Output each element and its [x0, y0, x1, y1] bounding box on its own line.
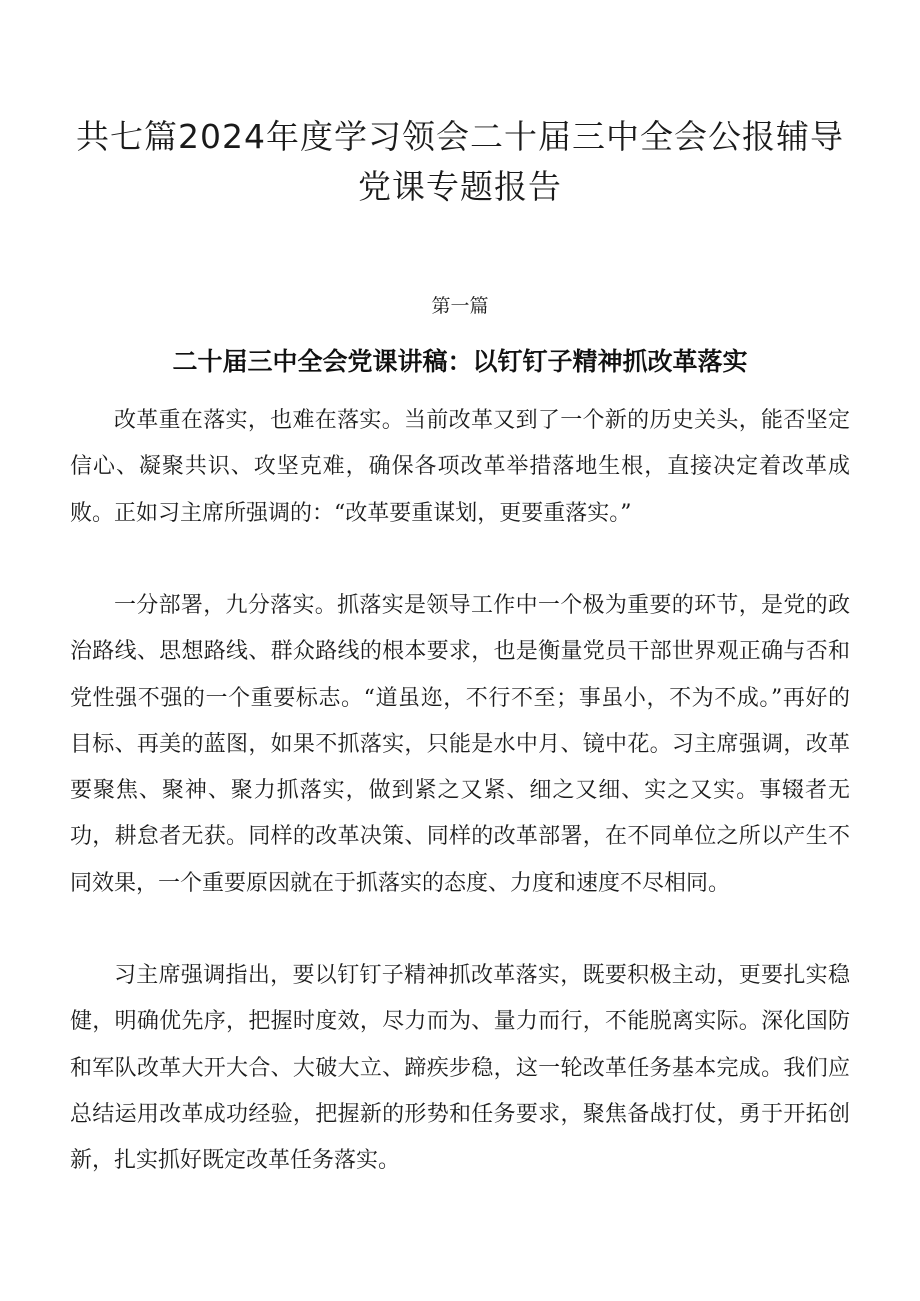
body-paragraph-3: 习主席强调指出，要以钉钉子精神抓改革落实，既要积极主动，更要扎实稳健，明确优先序，把握时度效，尽力而为、量力而行，不能脱离实际。深化国防和军队改革大开大合、大破大立、蹄疾步稳，这一轮改革任务基本完成。我们应总结运用改革成功经验，把握新的形势和任务要求，聚焦备战打仗，勇于开拓创新，扎实抓好既定改革任务落实。 — [70, 963, 850, 1174]
body-paragraph-1: 改革重在落实，也难在落实。当前改革又到了一个新的历史关头，能否坚定信心、凝聚共识、攻坚克难，确保各项改革举措落地生根，直接决定着改革成败。正如习主席所强调的：“改革要重谋划，更要重落实。” — [70, 408, 850, 526]
document-title: 共七篇2024年度学习领会二十届三中全会公报辅导党课专题报告 — [76, 117, 844, 206]
section-label: 第一篇 — [431, 295, 489, 317]
section-heading: 二十届三中全会党课讲稿：以钉钉子精神抓改革落实 — [172, 347, 748, 376]
body-paragraph-2: 一分部署，九分落实。抓落实是领导工作中一个极为重要的环节，是党的政治路线、思想路线、群众路线的根本要求，也是衡量党员干部世界观正确与否和党性强不强的一个重要标志。“道虽迩，不行不至；事虽小，不为不成。”再好的目标、再美的蓝图，如果不抓落实，只能是水中月、镜中花。习主席强调，改革要聚焦、聚神、聚力抓落实，做到紧之又紧、细之又细、实之又实。事辍者无功，耕怠者无获。同样的改革决策、同样的改革部署，在不同单位之所以产生不同效果，一个重要原因就在于抓落实的态度、力度和速度不尽相同。 — [70, 593, 850, 896]
